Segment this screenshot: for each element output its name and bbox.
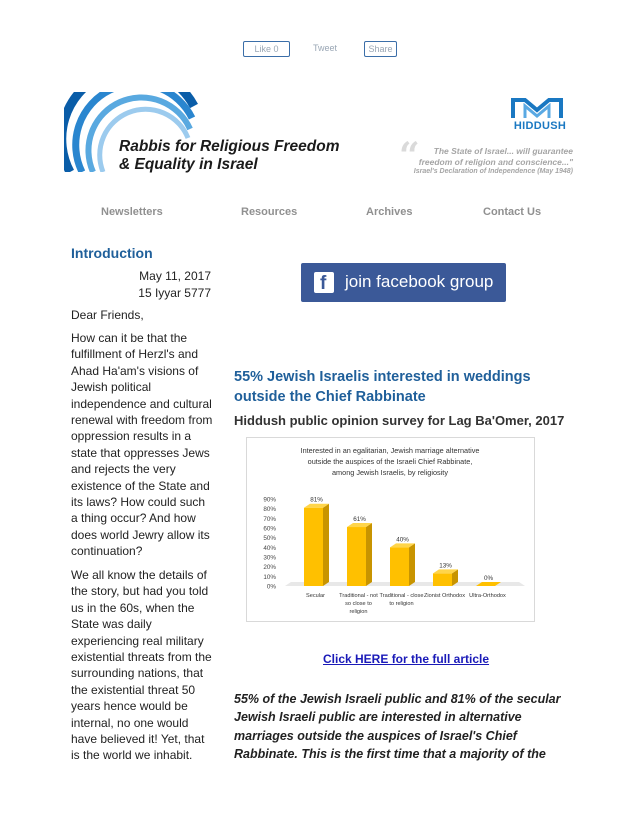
- article-title[interactable]: 55% Jewish Israelis interested in weddings outside the Chief Rabbinate: [234, 369, 531, 405]
- intro-heading: Introduction: [71, 245, 153, 261]
- y-tick-label: 90%: [263, 496, 276, 504]
- org-title: [119, 138, 339, 174]
- x-tick-label: so close to: [345, 601, 372, 607]
- x-tick-label: religion: [349, 609, 368, 615]
- org-title-line2: & Equality in Israel: [119, 156, 258, 173]
- y-tick-label: 70%: [263, 515, 276, 523]
- nav-resources[interactable]: Resources: [241, 206, 298, 218]
- y-tick-label: 50%: [263, 535, 276, 543]
- nav-newsletters[interactable]: Newsletters: [101, 206, 163, 218]
- x-tick-label: Traditional - not: [339, 593, 378, 599]
- org-title-line1: Rabbis for Religious Freedom: [119, 138, 340, 155]
- y-tick-label: 0%: [266, 583, 276, 591]
- bar-value-label: 81%: [310, 496, 323, 504]
- facebook-button-label: join facebook group: [345, 272, 494, 291]
- chart-title-line: Interested in an egalitarian, Jewish marriage alternative: [300, 446, 480, 455]
- x-tick-label: Zionist Orthodox: [423, 593, 466, 599]
- x-tick-label: Traditional - close: [379, 593, 424, 599]
- y-tick-label: 20%: [263, 564, 276, 572]
- nav-archives[interactable]: Archives: [366, 206, 413, 218]
- x-tick-label: Ultra-Orthodox: [469, 593, 506, 599]
- x-tick-label: Secular: [306, 593, 325, 599]
- facebook-like-button[interactable]: Like 0: [243, 41, 290, 57]
- hiddush-logo-text: HIDDUSH: [513, 120, 567, 132]
- chart-bar: [304, 508, 323, 586]
- full-article-link[interactable]: Click HERE for the full article: [323, 652, 490, 666]
- chart-bar-side: [409, 543, 415, 586]
- article-summary: 55% of the Jewish Israeli public and 81% of the secular Jewish Israeli public are interested in alternative marriages outside the auspices of Israel's Chief Rabbinate. This is the first time that a majority of the: [234, 692, 561, 761]
- chart-bar: [347, 527, 366, 586]
- chart-title-line: among Jewish Israelis, by religiosity: [332, 468, 448, 477]
- x-tick-label: to religion: [389, 601, 414, 607]
- chart-bar: [390, 547, 409, 586]
- y-tick-label: 10%: [263, 573, 276, 581]
- quote-mark-icon: “: [399, 135, 420, 177]
- date-gregorian: May 11, 2017: [139, 269, 211, 283]
- y-tick-label: 60%: [263, 525, 276, 533]
- intro-paragraph-2: We all know the details of the story, but had you told us in the 60s, when the State was daily experiencing real military existential threats from the surrounding nations, that the existential threat 50 years hence would be internal, no one would have believed it! Yet, that is the world we inhabit.: [71, 568, 212, 763]
- article-subtitle: Hiddush public opinion survey for Lag Ba'Omer, 2017: [234, 413, 565, 428]
- quote-line-2: freedom of religion and conscience...": [418, 157, 573, 167]
- bar-value-label: 40%: [396, 536, 409, 544]
- chart-bar-side: [323, 504, 329, 586]
- salutation: Dear Friends,: [71, 308, 144, 322]
- tweet-button[interactable]: Tweet: [312, 43, 337, 53]
- y-tick-label: 40%: [263, 544, 276, 552]
- quote-source: Israel's Declaration of Independence (May 1948): [413, 168, 573, 175]
- y-tick-label: 30%: [263, 554, 276, 562]
- y-tick-label: 80%: [263, 506, 276, 514]
- bar-value-label: 61%: [353, 516, 366, 524]
- share-button[interactable]: Share: [364, 41, 397, 57]
- facebook-icon: f: [314, 272, 334, 293]
- nav-contact-us[interactable]: Contact Us: [483, 206, 542, 218]
- chart-title-line: outside the auspices of the Israeli Chief Rabbinate,: [307, 457, 473, 466]
- bar-value-label: 0%: [483, 575, 494, 582]
- hiddush-logo-icon: [505, 92, 569, 122]
- chart-bar: [433, 573, 452, 586]
- intro-paragraph-1: How can it be that the fulfillment of Herzl's and Ahad Ha'am's visions of Jewish political independence and cultural renewal with freedom from oppression results in a state that oppresses Jews and rejects the very existence of the State and its laws? How could such a thing occur? And how does world Jewry allow its continuation?: [71, 331, 213, 559]
- survey-chart: [246, 437, 535, 622]
- chart-bar-side: [366, 523, 372, 586]
- join-facebook-group-button[interactable]: [301, 263, 506, 302]
- survey-chart-svg: [247, 438, 534, 621]
- date-hebrew: 15 Iyyar 5777: [138, 286, 211, 300]
- bar-value-label: 13%: [439, 562, 452, 570]
- quote-line-1: The State of Israel... will guarantee: [433, 146, 573, 156]
